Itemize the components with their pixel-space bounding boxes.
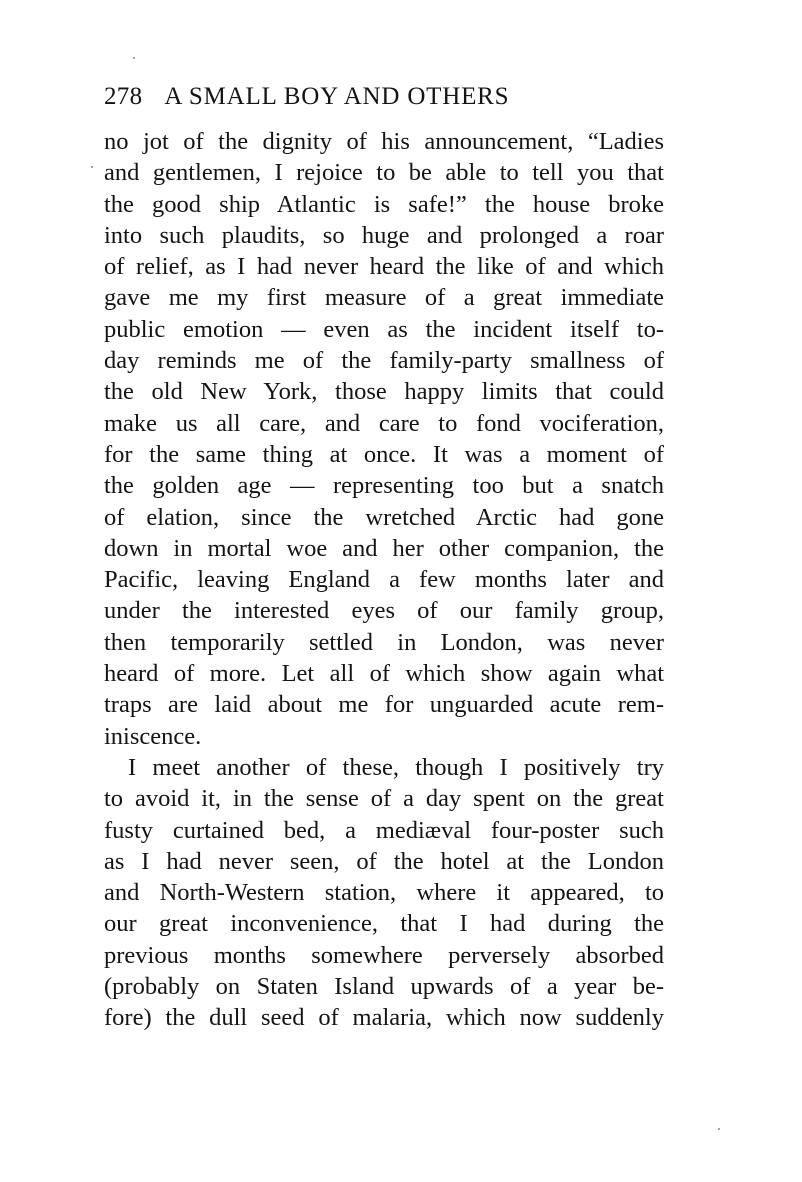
text-line: day reminds me of the family-party smallness of bbox=[104, 347, 664, 375]
text-line: for the same thing at once. It was a moment of bbox=[104, 440, 664, 468]
text-line: I meet another of these, though I positively try bbox=[128, 753, 664, 781]
text-line: fusty curtained bed, a mediæval four-poster such bbox=[104, 816, 664, 844]
text-line: make us all care, and care to fond vociferation, bbox=[104, 409, 664, 437]
text-line: no jot of the dignity of his announcement, “Ladies bbox=[104, 128, 664, 155]
text-line: of elation, since the wretched Arctic had gone bbox=[104, 503, 664, 531]
book-title: A SMALL BOY AND OTHERS bbox=[164, 83, 510, 110]
text-line: the old New York, those happy limits that could bbox=[104, 378, 664, 406]
text-line: to avoid it, in the sense of a day spent on the great bbox=[104, 785, 664, 813]
text-line: (probably on Staten Island upwards of a year be- bbox=[104, 973, 664, 1001]
page-number: 278 bbox=[104, 83, 143, 110]
text-line: the good ship Atlantic is safe!” the house broke bbox=[104, 190, 664, 218]
paragraph-2 bbox=[104, 752, 664, 1034]
scan-speck bbox=[133, 57, 135, 59]
text-line: then temporarily settled in London, was never bbox=[104, 628, 664, 656]
text-line: iniscence. bbox=[104, 722, 202, 750]
text-line: gave me my first measure of a great immediate bbox=[104, 284, 664, 312]
text-line: as I had never seen, of the hotel at the London bbox=[104, 847, 664, 875]
text-line: under the interested eyes of our family group, bbox=[104, 597, 664, 625]
text-line: of relief, as I had never heard the like of and which bbox=[104, 253, 664, 281]
text-line: public emotion — even as the incident itself to- bbox=[104, 315, 664, 343]
text-line: our great inconvenience, that I had during the bbox=[104, 910, 664, 938]
text-line: traps are laid about me for unguarded acute rem- bbox=[104, 691, 664, 719]
body-text bbox=[104, 126, 664, 1034]
scan-speck bbox=[718, 1128, 720, 1130]
text-line: and gentlemen, I rejoice to be able to tell you that bbox=[104, 159, 664, 187]
text-line: into such plaudits, so huge and prolonged a roar bbox=[104, 221, 664, 249]
running-head bbox=[104, 80, 664, 114]
text-line: down in mortal woe and her other companion, the bbox=[104, 534, 664, 562]
text-line: Pacific, leaving England a few months later and bbox=[104, 566, 664, 594]
text-line: the golden age — representing too but a snatch bbox=[104, 472, 664, 500]
scan-speck bbox=[91, 166, 93, 168]
paragraph-1 bbox=[104, 126, 664, 752]
text-line: heard of more. Let all of which show again what bbox=[104, 660, 664, 688]
text-line: previous months somewhere perversely absorbed bbox=[104, 941, 664, 969]
text-line: fore) the dull seed of malaria, which now suddenly bbox=[104, 1004, 664, 1032]
text-line: and North-Western station, where it appeared, to bbox=[104, 879, 664, 907]
